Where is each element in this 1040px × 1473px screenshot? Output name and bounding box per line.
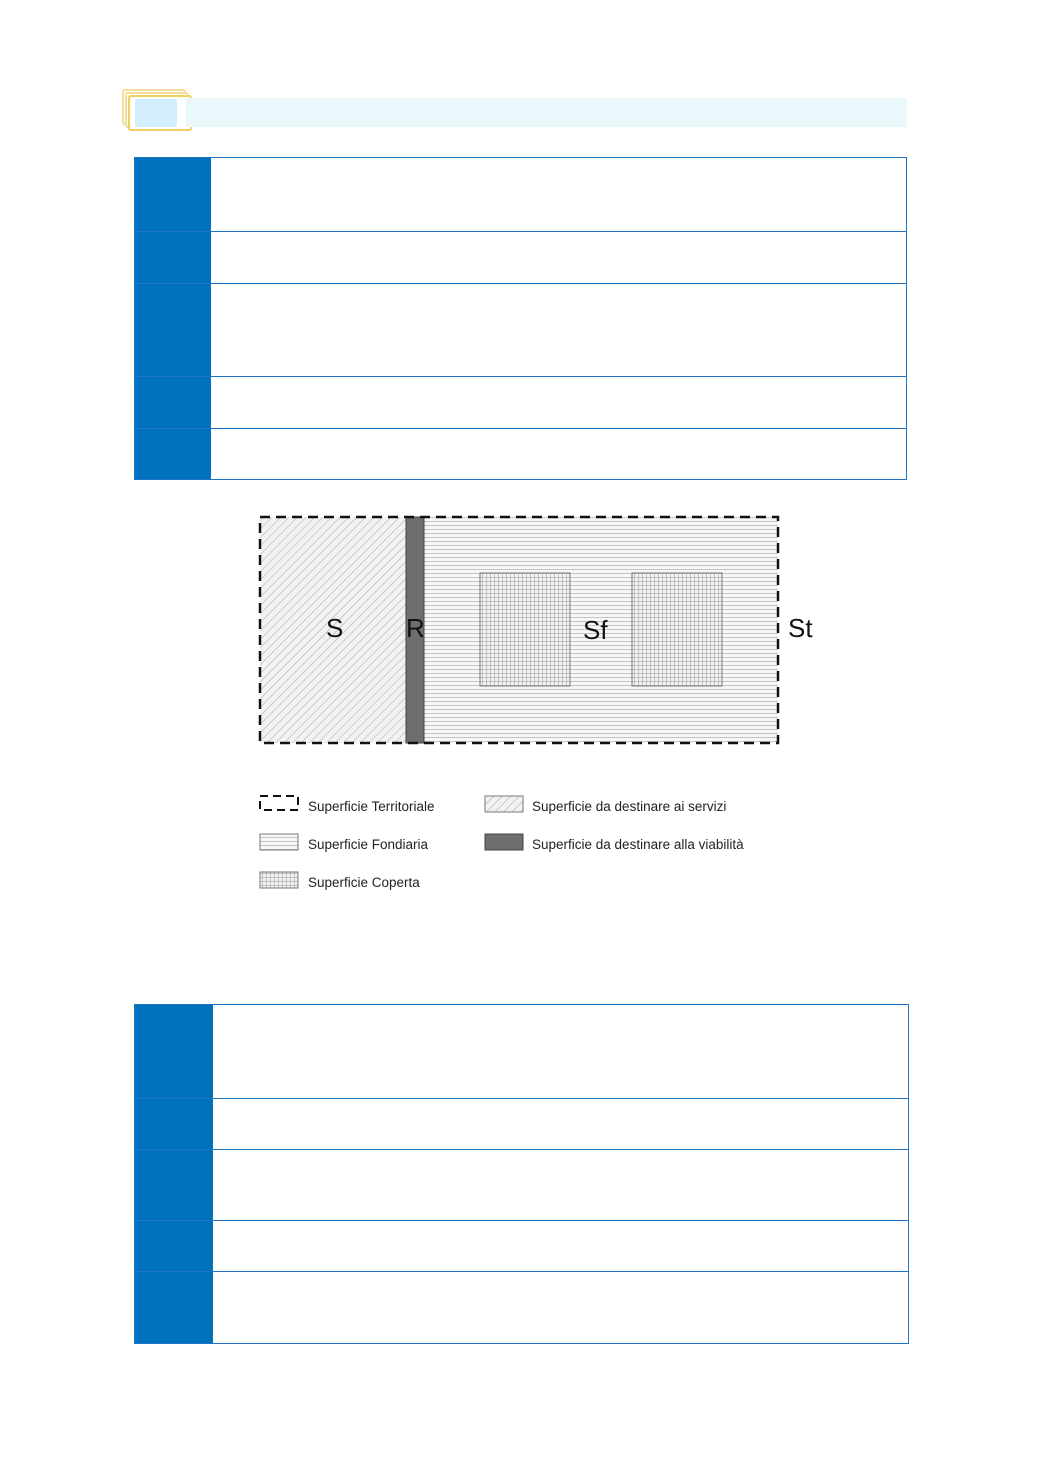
- table-row: [135, 376, 906, 428]
- table-row: [135, 1098, 908, 1149]
- legend-label-services: Superficie da destinare ai servizi: [532, 799, 727, 814]
- legend-swatch-land: [260, 834, 298, 850]
- definition-cell: [213, 1150, 908, 1220]
- term-cell: [135, 1099, 213, 1149]
- header-banner: [186, 98, 907, 127]
- term-cell: [135, 377, 211, 428]
- legend-swatch-services: [485, 796, 523, 812]
- label-land: Sf: [583, 615, 608, 645]
- term-cell: [135, 232, 211, 283]
- legend-label-territorial: Superficie Territoriale: [308, 799, 435, 814]
- definition-cell: [211, 158, 906, 231]
- legend-label-covered: Superficie Coperta: [308, 875, 420, 890]
- covered-area-1: [480, 573, 570, 686]
- definitions-table-bottom: [134, 1004, 909, 1344]
- table-row: [135, 1005, 908, 1098]
- legend: [260, 796, 744, 890]
- table-row: [135, 428, 906, 479]
- term-cell: [135, 1005, 213, 1098]
- term-cell: [135, 158, 211, 231]
- legend-label-road: Superficie da destinare alla viabilità: [532, 837, 744, 852]
- legend-swatch-territorial: [260, 796, 298, 810]
- term-cell: [135, 429, 211, 479]
- table-row: [135, 1220, 908, 1271]
- definitions-table-top: [134, 157, 907, 480]
- surface-diagram: [250, 505, 830, 905]
- table-row: [135, 231, 906, 283]
- header-note-icon: [122, 89, 194, 133]
- legend-swatch-covered: [260, 872, 298, 888]
- definition-cell: [211, 377, 906, 428]
- label-services: S: [326, 613, 344, 643]
- table-row: [135, 158, 906, 231]
- table-row: [135, 283, 906, 376]
- term-cell: [135, 284, 211, 376]
- label-road: R: [406, 613, 425, 643]
- label-territorial: St: [788, 613, 813, 643]
- definition-cell: [213, 1272, 908, 1343]
- term-cell: [135, 1150, 213, 1220]
- term-cell: [135, 1221, 213, 1271]
- definition-cell: [213, 1005, 908, 1098]
- table-row: [135, 1149, 908, 1220]
- legend-label-land: Superficie Fondiaria: [308, 837, 429, 852]
- definition-cell: [211, 284, 906, 376]
- covered-area-2: [632, 573, 722, 686]
- table-row: [135, 1271, 908, 1343]
- definition-cell: [213, 1221, 908, 1271]
- definition-cell: [213, 1099, 908, 1149]
- definition-cell: [211, 232, 906, 283]
- definition-cell: [211, 429, 906, 479]
- term-cell: [135, 1272, 213, 1343]
- legend-swatch-road: [485, 834, 523, 850]
